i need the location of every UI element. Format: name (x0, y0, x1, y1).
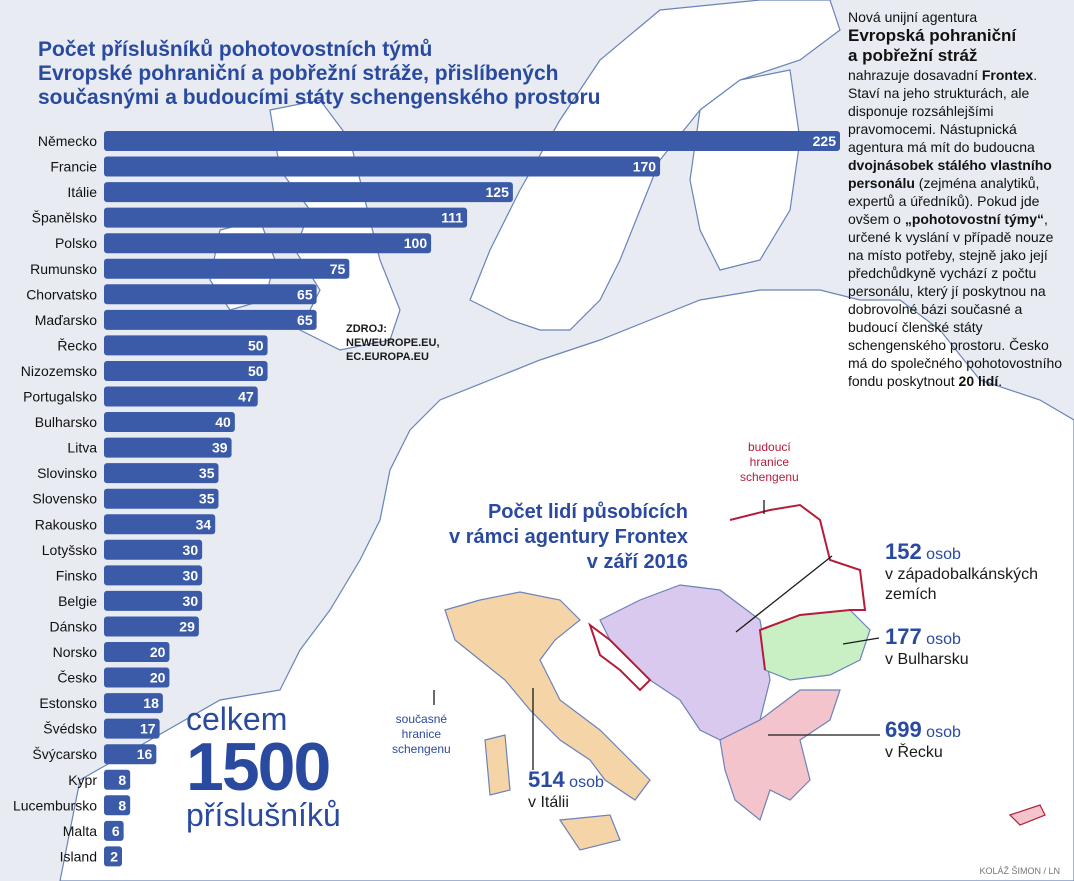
sidebar-intro: Nová unijní agentura (848, 9, 978, 25)
category-label: Lucembursko (12, 797, 97, 814)
chart-title-line: současnými a budoucími státy schengenského prostoru (38, 86, 601, 109)
location-number: 514 (528, 767, 565, 792)
category-label: Slovinsko (37, 465, 97, 482)
location-desc: v Řecku (885, 744, 943, 761)
location-number: 699 (885, 717, 922, 742)
current-border-label (392, 712, 451, 757)
map-label-line: schengenu (740, 470, 799, 484)
value-label: 6 (111, 822, 120, 839)
category-label: Švédsko (43, 720, 97, 737)
location-unit: osob (926, 724, 961, 741)
sidebar-bold-run: „pohotovostní týmy“ (904, 211, 1045, 227)
sidebar-text-run: . Staví na jeho strukturách, ale disponuje rozsáhlejšími pravomocemi. Nástupnická agentura má mít do budoucna (848, 67, 1038, 155)
category-label: Švýcarsko (32, 746, 97, 763)
value-label: 35 (198, 465, 215, 482)
location-number: 152 (885, 539, 922, 564)
category-label: Norsko (52, 644, 97, 660)
value-label: 100 (403, 235, 428, 252)
value-label: 65 (297, 286, 313, 303)
value-label: 20 (149, 644, 166, 660)
value-label: 2 (110, 848, 118, 865)
source-line: ZDROJ: (346, 323, 387, 335)
bar-4 (104, 233, 431, 253)
category-label: Lotyšsko (41, 541, 97, 558)
value-label: 170 (632, 158, 657, 175)
sidebar-text-run: nahrazuje dosavadní (848, 67, 982, 83)
value-label: 35 (198, 490, 215, 507)
category-label: Chorvatsko (26, 286, 97, 303)
frontex-title-line: Počet lidí působících (487, 501, 688, 523)
location-italy (528, 768, 604, 813)
map-label-line: schengenu (392, 742, 451, 756)
source-note (346, 322, 440, 364)
category-label: Island (59, 848, 97, 865)
value-label: 8 (118, 771, 127, 788)
bar-26 (104, 795, 130, 815)
frontex-title (408, 500, 688, 575)
value-label: 17 (140, 720, 156, 737)
total-suffix: příslušníků (186, 797, 341, 833)
category-label: Portugalsko (23, 388, 97, 405)
bar-3 (104, 208, 467, 228)
location-bulgaria (885, 625, 969, 670)
category-label: Maďarsko (34, 311, 97, 328)
total-value: 1500 (186, 729, 330, 805)
category-label: Francie (50, 158, 97, 175)
value-label: 30 (182, 567, 199, 584)
map-label-line: hranice (749, 455, 790, 469)
total-count (186, 702, 341, 832)
location-greece (885, 718, 961, 763)
sidebar-bold-run: dvojnásobek stálého vlastního personálu (848, 157, 1052, 191)
value-label: 34 (195, 516, 212, 533)
location-desc: zemích (885, 586, 937, 603)
source-line: EC.EUROPA.EU (346, 351, 429, 363)
total-prefix: celkem (186, 701, 288, 737)
value-label: 225 (812, 133, 836, 149)
bar-5 (104, 259, 349, 279)
value-label: 30 (182, 541, 199, 558)
credit: KOLÁŽ ŠIMON / LN (979, 866, 1060, 876)
category-label: Estonsko (39, 695, 97, 712)
category-label: Slovensko (32, 490, 97, 507)
sidebar-text-run: , určené k vyslání v případě nouze na místo potřeby, stejně jako její předchůdkyně vychází z počtu personálu, který jí poskytnou na dobrovolné bázi současné a budoucí členské státy schengenského prostoru. Česko má do společného pohotovostního fondu poskytnout (848, 211, 1063, 389)
value-label: 20 (149, 669, 166, 686)
frontex-title-line: v rámci agentury Frontex (449, 526, 688, 548)
value-label: 50 (247, 362, 264, 379)
chart-title-line: Evropské pohraniční a pobřežní stráže, přislíbených (38, 62, 559, 85)
value-label: 75 (329, 260, 346, 277)
location-desc: v Bulharsku (885, 651, 969, 668)
sidebar-bold-run: Frontex (981, 67, 1034, 83)
value-label: 39 (211, 439, 228, 456)
sidebar-body (848, 66, 1066, 390)
value-label: 40 (215, 414, 231, 431)
chart-title-line: Počet příslušníků pohotovostních týmů (38, 38, 433, 61)
sidebar-headline: a pobřežní stráž (848, 46, 978, 65)
location-west-balkans (885, 540, 1038, 605)
future-border-label (740, 440, 799, 485)
location-desc: v Itálii (528, 794, 569, 811)
bar-10 (104, 387, 258, 407)
value-label: 47 (238, 388, 254, 405)
sidebar-text-run: . (998, 373, 1003, 389)
map-label-line: hranice (401, 727, 442, 741)
bar-6 (104, 284, 317, 304)
sidebar-bold-run: 20 lidí (958, 373, 999, 389)
category-label: Rumunsko (30, 260, 97, 277)
value-label: 125 (485, 184, 509, 201)
bar-1 (104, 157, 660, 177)
location-unit: osob (926, 546, 961, 563)
value-label: 16 (136, 746, 153, 763)
sidebar-text (848, 8, 1066, 390)
category-label: Litva (67, 439, 97, 456)
location-desc: v západobalkánských (885, 566, 1038, 583)
category-label: Česko (57, 669, 97, 686)
category-label: Bulharsko (34, 414, 97, 431)
source-line: NEWEUROPE.EU, (346, 337, 440, 349)
category-label: Nizozemsko (20, 362, 97, 379)
location-unit: osob (569, 774, 604, 791)
category-label: Německo (37, 133, 97, 149)
map-label-line: budoucí (748, 440, 791, 454)
bar-0 (104, 131, 840, 151)
value-label: 18 (143, 695, 159, 712)
bar-8 (104, 335, 268, 355)
category-label: Kypr (68, 771, 97, 788)
sidebar-headline: Evropská pohraniční (848, 26, 1017, 45)
sidebar-text-run: (zejména analytiků, expertů a úředníků). Pokud jde ovšem o (848, 175, 1040, 227)
value-label: 111 (441, 209, 464, 226)
category-label: Itálie (67, 184, 97, 201)
category-label: Polsko (54, 235, 97, 252)
category-label: Finsko (55, 567, 97, 584)
bar-2 (104, 182, 513, 202)
frontex-title-line: v září 2016 (586, 551, 688, 573)
bar-9 (104, 361, 268, 381)
value-label: 29 (179, 618, 195, 635)
value-label: 50 (247, 337, 264, 354)
category-label: Rakousko (34, 516, 97, 533)
category-label: Dánsko (49, 618, 97, 635)
chart-title (38, 38, 600, 110)
category-label: Řecko (57, 337, 97, 354)
location-number: 177 (885, 624, 922, 649)
category-label: Španělsko (31, 209, 97, 226)
bar-25 (104, 770, 130, 790)
category-label: Belgie (58, 592, 97, 609)
location-unit: osob (926, 631, 961, 648)
bar-7 (104, 310, 317, 330)
map-label-line: současné (395, 712, 448, 726)
category-label: Malta (62, 822, 97, 839)
value-label: 8 (118, 797, 127, 814)
value-label: 30 (182, 592, 199, 609)
value-label: 65 (297, 311, 313, 328)
